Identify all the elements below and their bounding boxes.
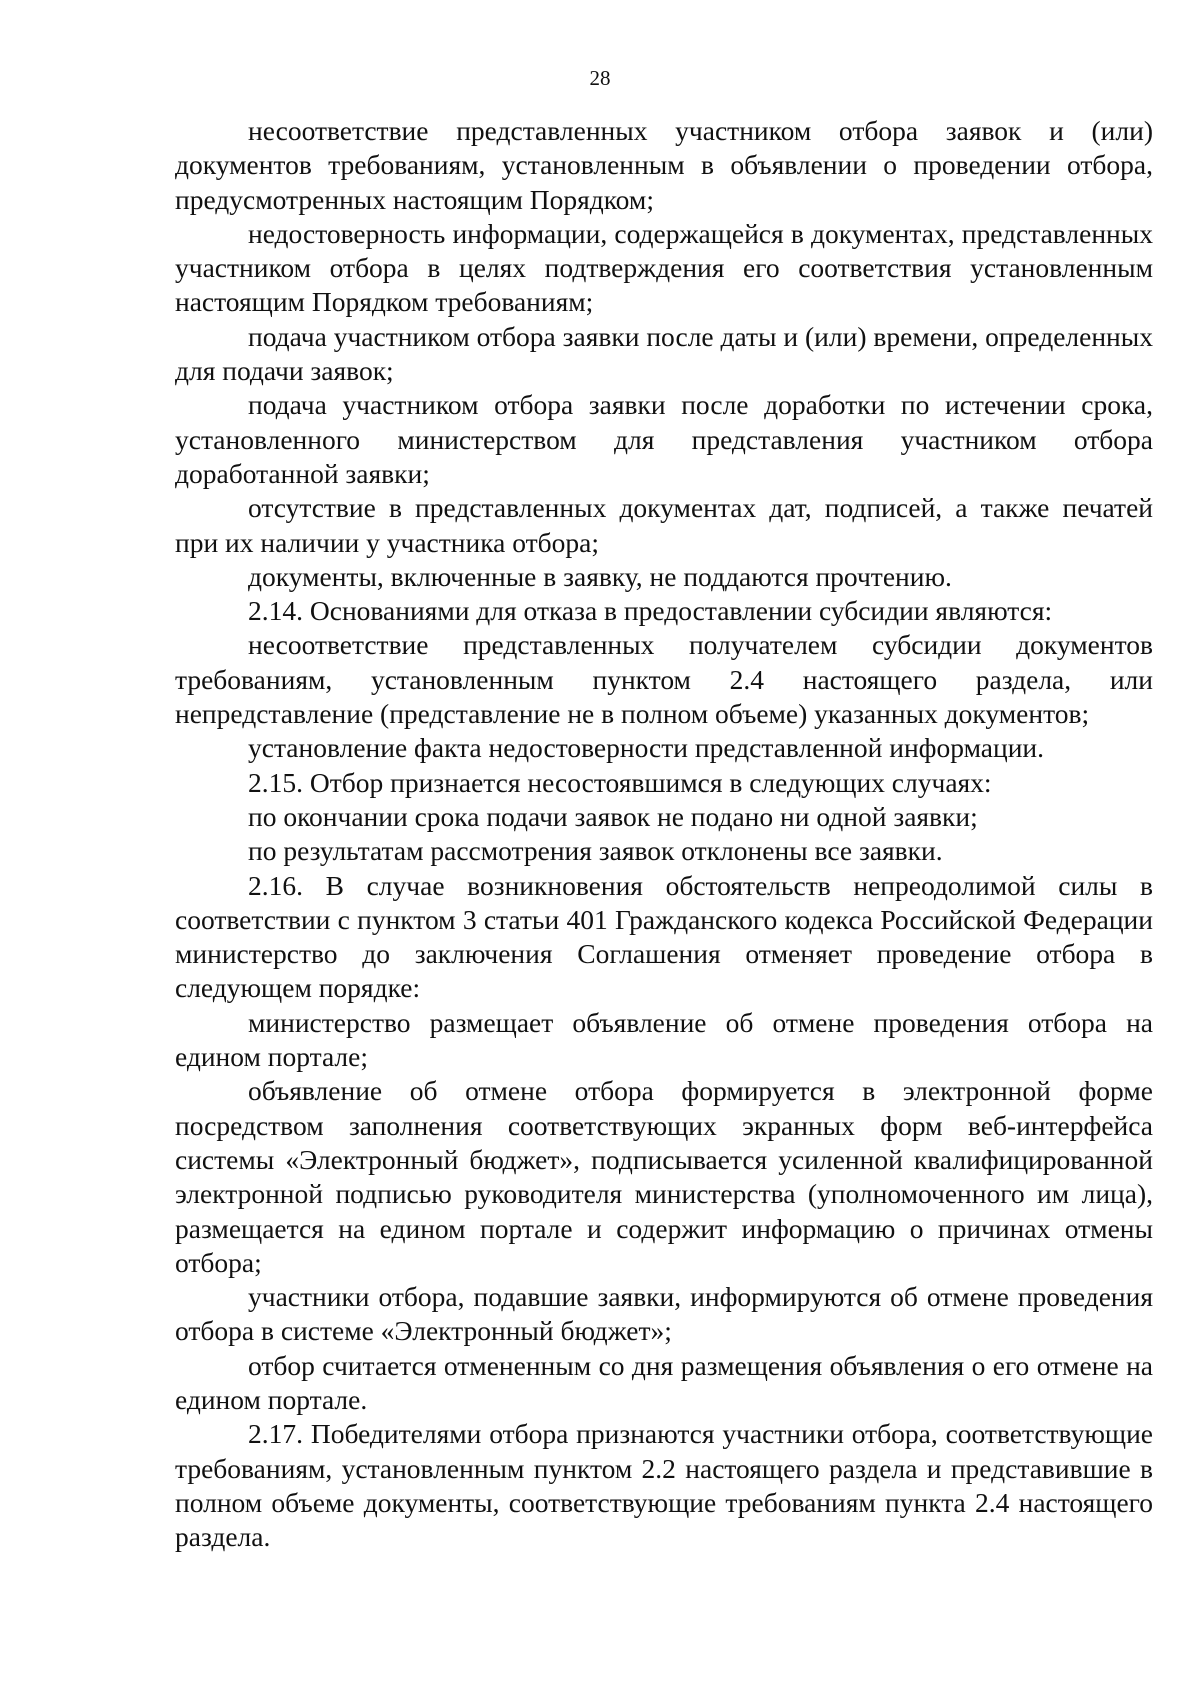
paragraph: подача участником отбора заявки после даты и (или) времени, определенных для подачи заявок; (175, 320, 1153, 387)
paragraph: отсутствие в представленных документах дат, подписей, а также печатей при их наличии у участника отбора; (175, 492, 1153, 558)
section-heading-2-14: 2.14. Основаниями для отказа в предоставлении субсидии являются: (248, 595, 1053, 627)
paragraph: по окончании срока подачи заявок не подано ни одной заявки; (248, 800, 978, 832)
paragraph: несоответствие представленных получателем субсидии документов требованиям, установленным пунктом 2.4 настоящего раздела, или непредставление (представление не в полном объеме) указанных документов; (175, 629, 1153, 730)
paragraph: несоответствие представленных участником отбора заявок и (или) документов требованиям, установленным в объявлении о проведении отбора, предусмотренных настоящим Порядком; (175, 115, 1153, 215)
page-number: 28 (589, 66, 611, 90)
document-body (175, 114, 1153, 1554)
paragraph: документы, включенные в заявку, не поддаются прочтению. (248, 560, 952, 592)
section-2-17: 2.17. Победителями отбора признаются участники отбора, соответствующие требованиям, установленным пунктом 2.2 настоящего раздела и представившие в полном объеме документы, соответствующие требованиям пункта 2.4 настоящего раздела. (175, 1418, 1153, 1553)
paragraph: участники отбора, подавшие заявки, информируются об отмене проведения отбора в системе «Электронный бюджет»; (175, 1281, 1153, 1347)
paragraph: по результатам рассмотрения заявок отклонены все заявки. (248, 835, 943, 867)
section-2-16: 2.16. В случае возникновения обстоятельств непреодолимой силы в соответствии с пунктом 3 статьи 401 Гражданского кодекса Российской Федерации министерство до заключения Соглашения отменяет проведение отбора в следующем порядке: (175, 869, 1153, 1004)
paragraph: подача участником отбора заявки после доработки по истечении срока, установленного министерством для представления участником отбора доработанной заявки; (175, 389, 1153, 489)
section-heading-2-15: 2.15. Отбор признается несостоявшимся в следующих случаях: (248, 766, 992, 798)
paragraph: отбор считается отмененным со дня размещения объявления о его отмене на едином портале. (175, 1349, 1153, 1415)
paragraph: установление факта недостоверности представленной информации. (248, 732, 1045, 764)
paragraph: недостоверность информации, содержащейся в документах, представленных участником отбора в целях подтверждения его соответствия установленным настоящим Порядком требованиям; (175, 217, 1153, 318)
paragraph: министерство размещает объявление об отмене проведения отбора на едином портале; (175, 1006, 1153, 1073)
paragraph: объявление об отмене отбора формируется в электронной форме посредством заполнения соответствующих экранных форм веб-интерфейса системы «Электронный бюджет», подписывается усиленной квалифицированной электронной подписью руководителя министерства (уполномоченного им лица), размещается на едином портале и содержит информацию о причинах отмены отбора; (175, 1075, 1153, 1278)
